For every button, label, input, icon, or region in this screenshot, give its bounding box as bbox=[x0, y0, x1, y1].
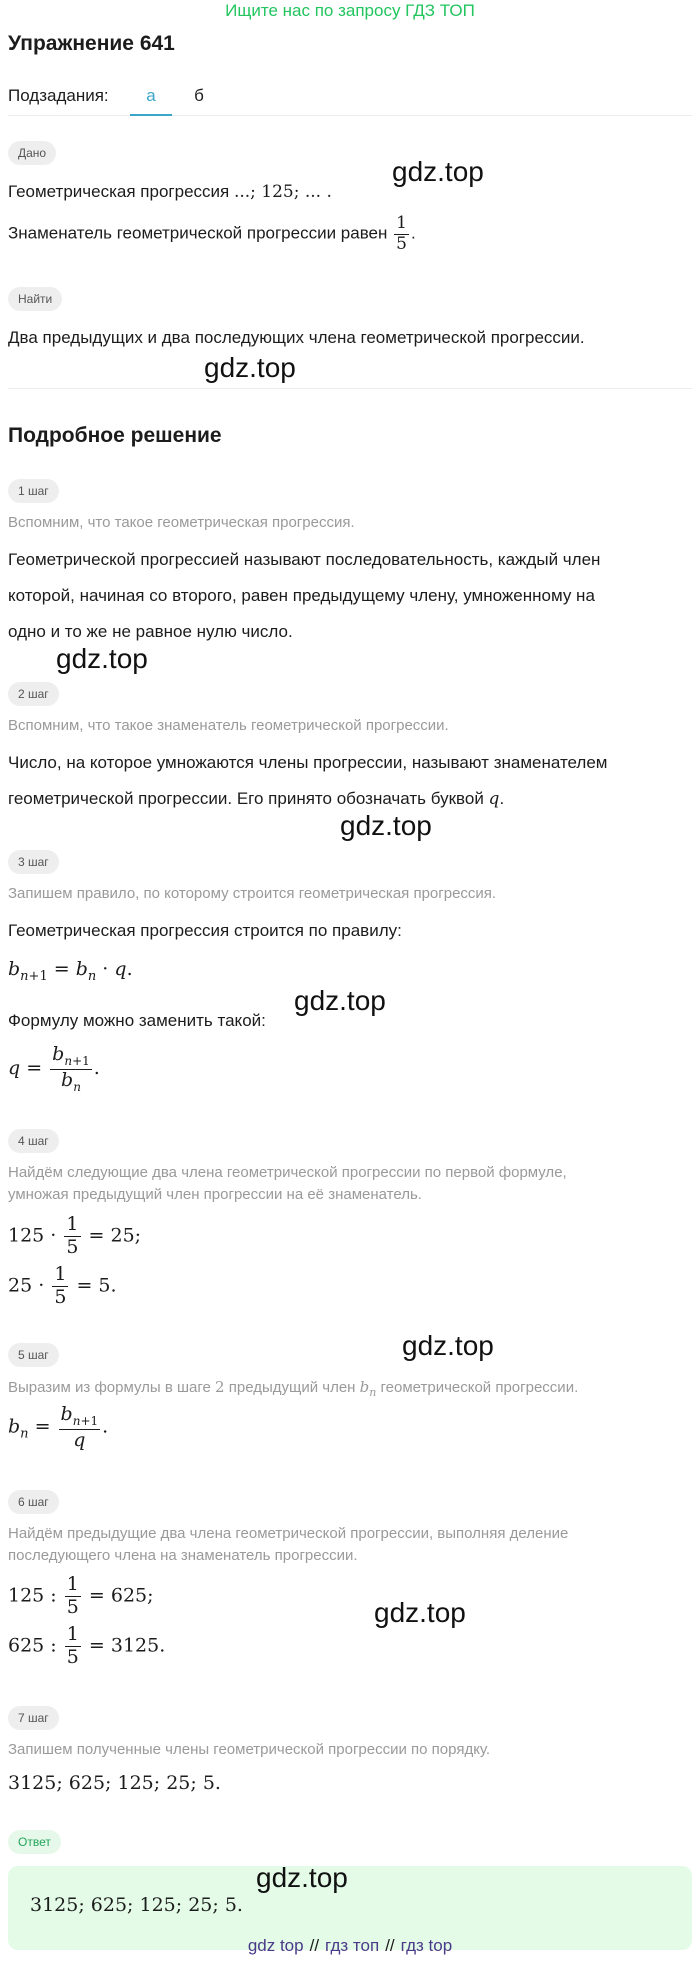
step-6-calc-1-numerator: 1 bbox=[66, 1573, 79, 1595]
watermark: gdz.top bbox=[374, 1597, 466, 1628]
step-3-text-2: Формулу можно заменить такой: bbox=[8, 1011, 266, 1030]
watermark: gdz.top bbox=[56, 643, 148, 674]
step-3-hint: Запишем правило, по которому строится геометрическая прогрессия. bbox=[8, 885, 497, 902]
given-progression-label: Геометрическая прогрессия bbox=[8, 182, 234, 201]
watermark: gdz.top bbox=[294, 985, 386, 1016]
step-4-calc-2-fraction bbox=[52, 1264, 68, 1309]
step-5-chip: 5 шаг bbox=[8, 1343, 59, 1367]
step-2-end: . bbox=[499, 789, 505, 808]
step-1-hint: Вспомним, что такое геометрическая прогрессия. bbox=[8, 514, 355, 531]
answer-chip: Ответ bbox=[8, 1830, 61, 1854]
step-5-hint-post: геометрической прогрессии. bbox=[376, 1379, 579, 1396]
step-5-hint-mid: предыдущий член bbox=[224, 1379, 360, 1396]
given-progression bbox=[8, 174, 688, 210]
step-6-calc-2-fraction bbox=[65, 1624, 81, 1669]
step-4-chip: 4 шаг bbox=[8, 1129, 59, 1153]
step-4-calc-1-numerator: 1 bbox=[66, 1213, 79, 1235]
step-2-line-1: Число, на которое умножаются члены прогрессии, называют знаменателем bbox=[8, 753, 608, 772]
given-ratio bbox=[8, 214, 688, 254]
step-3-chip: 3 шаг bbox=[8, 850, 59, 874]
step-4-calc-2 bbox=[8, 1264, 117, 1309]
section-divider bbox=[8, 388, 692, 389]
footer-separator: // bbox=[385, 1936, 395, 1955]
solution-title: Подробное решение bbox=[8, 424, 222, 447]
step-4-calc-2-result: = 5. bbox=[76, 1274, 117, 1297]
step-4-calc-1-a: 125 · bbox=[8, 1224, 57, 1247]
footer-link-gdz-top[interactable]: gdz top bbox=[247, 1936, 304, 1955]
step-3-formula-rule: $b_{n+1} = b_n \cdot q$. bbox=[8, 958, 133, 984]
watermark: gdz.top bbox=[340, 810, 432, 841]
given-chip: Дано bbox=[8, 141, 56, 165]
footer-separator: // bbox=[309, 1936, 320, 1955]
step-4-calc-2-a: 25 · bbox=[8, 1274, 45, 1297]
step-2-hint: Вспомним, что такое знаменатель геометрической прогрессии. bbox=[8, 717, 449, 734]
step-6-calc-2-numerator: 1 bbox=[66, 1623, 79, 1645]
given-ratio-end: . bbox=[410, 223, 416, 243]
footer-links bbox=[0, 1936, 700, 1956]
step-3-formula-q: q = $\frac{b_{n+1}}{b_n}$ . bbox=[8, 1043, 100, 1094]
search-banner: Ищите нас по запросу ГДЗ ТОП bbox=[225, 1, 475, 20]
find-chip: Найти bbox=[8, 287, 62, 311]
step-5-hint-step-number: 2 bbox=[215, 1378, 225, 1396]
step-6-chip: 6 шаг bbox=[8, 1490, 59, 1514]
watermark: gdz.top bbox=[204, 352, 296, 383]
step-6-calc-2-denominator: 5 bbox=[66, 1645, 79, 1668]
step-6-calc-2-a: 625 : bbox=[8, 1634, 57, 1657]
footer-link-gdz-top-mixed[interactable]: гдз top bbox=[400, 1936, 453, 1955]
watermark: gdz.top bbox=[392, 156, 484, 187]
step-1-chip: 1 шаг bbox=[8, 479, 59, 503]
step-7-result: 3125; 625; 125; 25; 5. bbox=[8, 1772, 221, 1794]
step-6-calc-2-result: = 3125. bbox=[88, 1634, 166, 1657]
watermark: gdz.top bbox=[402, 1330, 494, 1361]
step-6-calc-1-a: 125 : bbox=[8, 1584, 57, 1607]
step-1-line-3: одно и то же не равное нулю число. bbox=[8, 622, 293, 641]
step-2-line-2-text: геометрической прогрессии. Его принято обозначать буквой bbox=[8, 789, 489, 808]
step-4-calc-1-denominator: 5 bbox=[66, 1235, 79, 1258]
subtasks-label: Подзадания: bbox=[8, 86, 109, 105]
step-6-calc-1-fraction bbox=[65, 1574, 81, 1619]
step-5-formula: $b_n$ = $\frac{b_{n+1}}{q}$ . bbox=[8, 1403, 109, 1451]
step-6-calc-1-denominator: 5 bbox=[66, 1595, 79, 1618]
step-4-hint-2: умножая предыдущий член прогрессии на её знаменатель. bbox=[8, 1186, 422, 1203]
step-1-line-2: которой, начиная со второго, равен предыдущему члену, умноженному на bbox=[8, 586, 595, 605]
given-ratio-denominator: 5 bbox=[396, 233, 407, 254]
given-ratio-numerator: 1 bbox=[396, 213, 407, 233]
step-6-calc-1 bbox=[8, 1574, 154, 1619]
given-ratio-label: Знаменатель геометрической прогрессии равен bbox=[8, 223, 393, 243]
step-6-hint-1: Найдём предыдущие два члена геометрической прогрессии, выполняя деление bbox=[8, 1525, 569, 1542]
step-7-hint: Запишем полученные члены геометрической прогрессии по порядку. bbox=[8, 1741, 491, 1758]
step-7-chip: 7 шаг bbox=[8, 1706, 59, 1730]
step-4-calc-2-denominator: 5 bbox=[54, 1285, 67, 1308]
step-4-calc-1-fraction bbox=[64, 1214, 80, 1259]
step-6-hint-2: последующего члена на знаменатель прогрессии. bbox=[8, 1547, 358, 1564]
step-2-chip: 2 шаг bbox=[8, 682, 59, 706]
watermark: gdz.top bbox=[256, 1862, 348, 1893]
step-4-calc-1 bbox=[8, 1214, 141, 1259]
page-title: Упражнение 641 bbox=[8, 32, 175, 55]
tab-subtask-a[interactable]: а bbox=[130, 86, 172, 116]
step-3-text-1: Геометрическая прогрессия строится по правилу: bbox=[8, 921, 402, 940]
step-6-calc-2 bbox=[8, 1624, 165, 1669]
given-ratio-fraction bbox=[394, 214, 409, 254]
step-6-calc-1-result: = 625; bbox=[88, 1584, 154, 1607]
subtasks-bar bbox=[8, 84, 692, 116]
step-1-line-1: Геометрической прогрессией называют последовательность, каждый член bbox=[8, 550, 601, 569]
step-2-letter-q: q bbox=[488, 789, 500, 809]
step-4-calc-2-numerator: 1 bbox=[54, 1263, 67, 1285]
given-progression-terms: ...; 125; ... . bbox=[233, 182, 332, 202]
step-4-calc-1-result: = 25; bbox=[88, 1224, 142, 1247]
tab-subtask-b[interactable]: б bbox=[194, 86, 204, 105]
step-4-hint-1: Найдём следующие два члена геометрической прогрессии по первой формуле, bbox=[8, 1164, 567, 1181]
step-5-hint-pre: Выразим из формулы в шаге bbox=[8, 1379, 216, 1396]
answer-value: 3125; 625; 125; 25; 5. bbox=[30, 1894, 243, 1916]
find-text: Два предыдущих и два последующих члена геометрической прогрессии. bbox=[8, 328, 585, 347]
step-5-hint: Выразим из формулы в шаге 2 предыдущий член $b_n$ геометрической прогрессии. bbox=[8, 1378, 579, 1399]
footer-link-gdz-top-ru[interactable]: гдз топ bbox=[325, 1936, 380, 1955]
